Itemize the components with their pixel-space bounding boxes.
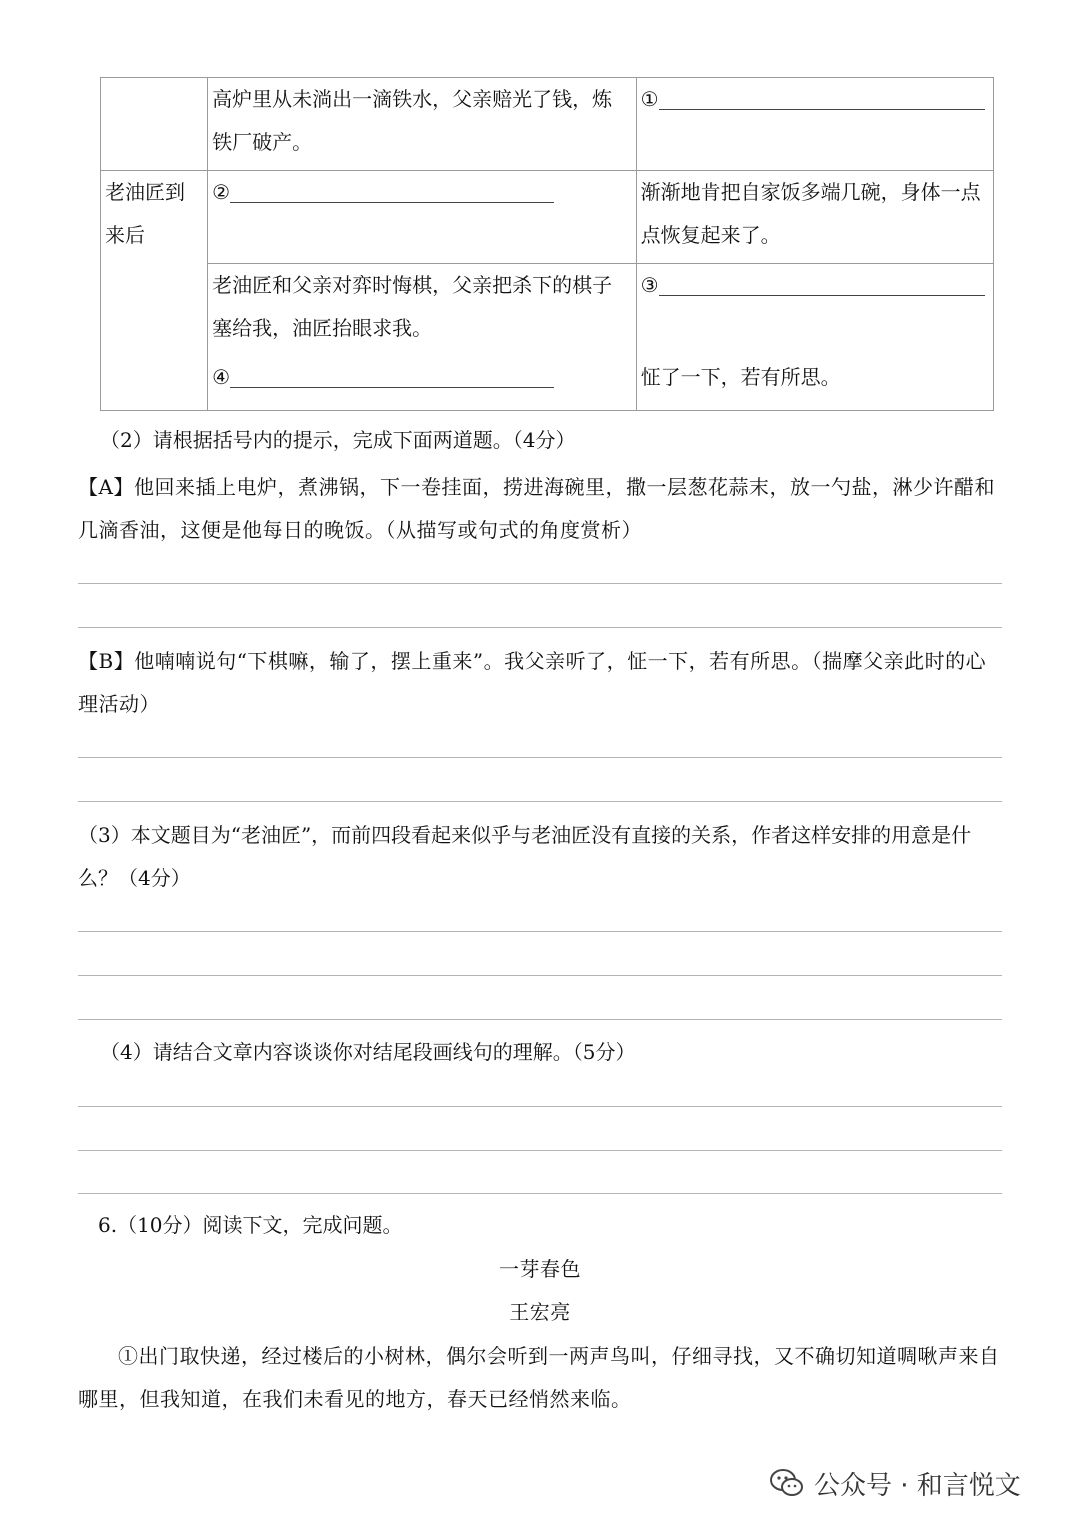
blank-marker: ③ [640,273,659,297]
article-author: 王宏亮 [509,1300,571,1324]
watermark [770,1463,1021,1503]
answer-blank-cell[interactable] [636,78,993,171]
question-4-prompt: （4）请结合文章内容谈谈你对结尾段画线句的理解。（5分） [100,1040,636,1064]
blank-marker: ② [212,180,231,204]
answer-line[interactable] [78,1019,1002,1020]
answer-line[interactable] [78,1193,1002,1194]
table-cell-text: 老油匠和父亲对弈时悔棋，父亲把杀下的棋子塞给我，油匠抬眼求我。 [212,273,613,340]
table-row-header: 老油匠到来后 [101,171,208,411]
watermark-text: 公众号 · 和言悦文 [814,1470,1021,1501]
question-2b-text: 【B】他喃喃说句“下棋嘛，输了，摆上重来”。我父亲听了，怔一下，若有所思。（揣摩父亲此时的心理活动） [78,649,987,716]
answer-blank-line[interactable] [230,361,554,388]
table-row [101,264,994,411]
answer-blank-cell[interactable] [641,264,989,307]
blank-marker: ① [640,87,659,111]
article-title: 一芽春色 [499,1257,581,1281]
answer-blank-line[interactable] [659,83,985,110]
question-6-prompt: 6.（10分）阅读下文，完成问题。 [98,1213,403,1237]
table-row [101,78,994,171]
blank-marker: ④ [212,365,231,389]
question-2-prompt: （2）请根据括号内的提示，完成下面两道题。（4分） [100,428,576,452]
question-3-prompt: （3）本文题目为“老油匠”，而前四段看起来似乎与老油匠没有直接的关系，作者这样安排的用意是什么？（4分） [78,823,972,890]
answer-line[interactable] [78,583,1002,584]
answer-line[interactable] [78,801,1002,802]
answer-blank-cell[interactable] [208,171,636,264]
answer-line[interactable] [78,1150,1002,1151]
question-2a-text: 【A】他回来插上电炉，煮沸锅，下一卷挂面，捞进海碗里，撒一层葱花蒜末，放一勺盐，淋少许醋和几滴香油，这便是他每日的晚饭。（从描写或句式的角度赏析） [78,475,995,542]
table-cell-stack [208,264,636,411]
table-cell: 渐渐地肯把自家饭多端几碗，身体一点点恢复起来了。 [636,171,993,264]
answer-line[interactable] [78,1106,1002,1107]
article-paragraph-1: ①出门取快递，经过楼后的小树林，偶尔会听到一两声鸟叫，仔细寻找，又不确切知道啁啾声来自哪里，但我知道，在我们未看见的地方，春天已经悄然来临。 [78,1344,1000,1411]
table-cell-text: 怔了一下，若有所思。 [640,365,841,389]
reading-table [100,77,994,411]
wechat-icon [770,1468,804,1498]
answer-line[interactable] [78,975,1002,976]
table-cell-empty [101,78,208,171]
table-cell-stack [636,264,993,411]
answer-blank-line[interactable] [659,269,985,296]
answer-line[interactable] [78,931,1002,932]
answer-line[interactable] [78,627,1002,628]
answer-line[interactable] [78,757,1002,758]
answer-blank-cell[interactable] [212,356,631,399]
table-cell: 高炉里从未淌出一滴铁水，父亲赔光了钱，炼铁厂破产。 [208,78,636,171]
table-row [101,171,994,264]
answer-blank-line[interactable] [230,176,554,203]
